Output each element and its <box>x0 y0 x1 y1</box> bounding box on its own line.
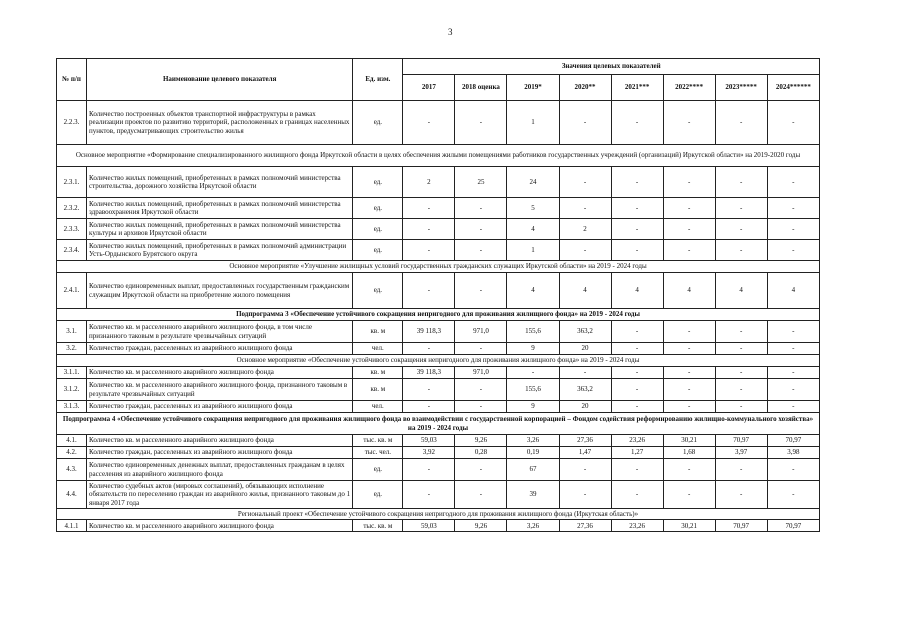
table-row <box>57 459 820 481</box>
unit-cell: кв. м <box>353 367 403 379</box>
table-row <box>57 367 820 379</box>
row-number: 2.3.4. <box>57 240 87 261</box>
value-cell: - <box>663 167 715 198</box>
value-cell: 3,92 <box>403 447 455 459</box>
value-cell: 3,26 <box>507 520 559 532</box>
value-cell: 4 <box>715 273 767 309</box>
value-cell: - <box>663 198 715 219</box>
row-number: 3.2. <box>57 343 87 355</box>
value-cell: - <box>403 101 455 145</box>
value-cell: 3,97 <box>715 447 767 459</box>
unit-cell: кв. м <box>353 379 403 401</box>
row-number: 3.1. <box>57 321 87 343</box>
value-cell: - <box>715 321 767 343</box>
value-cell: - <box>663 379 715 401</box>
value-cell: - <box>715 379 767 401</box>
value-cell: 1 <box>507 101 559 145</box>
value-cell: - <box>559 101 611 145</box>
section-row <box>57 145 820 167</box>
table-row <box>57 198 820 219</box>
table-row <box>57 321 820 343</box>
indicator-name: Количество единовременных денежных выплат, предоставленных гражданам в целях расселения из аварийного жилищного фонда <box>87 459 353 481</box>
value-cell: 9,26 <box>455 520 507 532</box>
row-number: 2.4.1. <box>57 273 87 309</box>
table-row <box>57 520 820 532</box>
value-cell: - <box>455 401 507 413</box>
table-row <box>57 167 820 198</box>
value-cell: 971,0 <box>455 321 507 343</box>
unit-cell: тыс. кв. м <box>353 520 403 532</box>
value-cell: - <box>715 401 767 413</box>
unit-cell: ед. <box>353 167 403 198</box>
value-cell: 4 <box>507 219 559 240</box>
value-cell: - <box>715 198 767 219</box>
value-cell: 4 <box>611 273 663 309</box>
value-cell: - <box>455 198 507 219</box>
value-cell: - <box>767 198 819 219</box>
value-cell: - <box>715 219 767 240</box>
header-values-title: Значения целевых показателей <box>403 59 820 75</box>
value-cell: - <box>611 401 663 413</box>
indicator-name: Количество единовременных выплат, предоставленных государственным гражданским служащим Иркутской области на приобретение жилого помещения <box>87 273 353 309</box>
value-cell: - <box>611 167 663 198</box>
value-cell: - <box>559 167 611 198</box>
value-cell: 1,47 <box>559 447 611 459</box>
value-cell: - <box>611 459 663 481</box>
value-cell: - <box>767 219 819 240</box>
indicator-name: Количество граждан, расселенных из аварийного жилищного фонда <box>87 343 353 355</box>
row-number: 4.4. <box>57 481 87 509</box>
header-year: 2023***** <box>715 75 767 101</box>
value-cell: - <box>611 481 663 509</box>
unit-cell: чел. <box>353 401 403 413</box>
table-row <box>57 343 820 355</box>
value-cell: 59,03 <box>403 435 455 447</box>
value-cell: 27,36 <box>559 435 611 447</box>
indicator-name: Количество жилых помещений, приобретенных в рамках полномочий министерства культуры и архивов Иркутской области <box>87 219 353 240</box>
value-cell: - <box>455 101 507 145</box>
value-cell: 9,26 <box>455 435 507 447</box>
indicator-name: Количество жилых помещений, приобретенных в рамках полномочий администрации Усть-Ордынского Бурятского округа <box>87 240 353 261</box>
value-cell: 9 <box>507 343 559 355</box>
unit-cell: ед. <box>353 481 403 509</box>
value-cell: - <box>403 273 455 309</box>
header-year: 2024****** <box>767 75 819 101</box>
value-cell: - <box>403 379 455 401</box>
value-cell: - <box>663 367 715 379</box>
header-year: 2021*** <box>611 75 663 101</box>
indicator-name: Количество кв. м расселенного аварийного жилищного фонда, признанного таковым в результате чрезвычайных ситуаций <box>87 379 353 401</box>
value-cell: - <box>663 401 715 413</box>
unit-cell: ед. <box>353 219 403 240</box>
value-cell: 39 118,3 <box>403 321 455 343</box>
value-cell: 25 <box>455 167 507 198</box>
table-row <box>57 219 820 240</box>
value-cell: 1 <box>507 240 559 261</box>
value-cell: - <box>559 481 611 509</box>
value-cell: - <box>611 101 663 145</box>
row-number: 2.3.1. <box>57 167 87 198</box>
value-cell: 4 <box>663 273 715 309</box>
header-indicator-name: Наименование целевого показателя <box>87 59 353 101</box>
row-number: 3.1.2. <box>57 379 87 401</box>
value-cell: - <box>611 198 663 219</box>
row-number: 2.2.3. <box>57 101 87 145</box>
table-row <box>57 435 820 447</box>
value-cell: - <box>767 321 819 343</box>
section-row <box>57 309 820 321</box>
value-cell: - <box>403 401 455 413</box>
unit-cell: чел. <box>353 343 403 355</box>
value-cell: 27,36 <box>559 520 611 532</box>
value-cell: 39 <box>507 481 559 509</box>
value-cell: - <box>715 481 767 509</box>
row-number: 3.1.3. <box>57 401 87 413</box>
value-cell: - <box>507 367 559 379</box>
value-cell: - <box>455 343 507 355</box>
value-cell: - <box>767 459 819 481</box>
indicator-name: Количество кв. м расселенного аварийного жилищного фонда, в том числе признанного таковым в результате чрезвычайных ситуаций <box>87 321 353 343</box>
unit-cell: кв. м <box>353 321 403 343</box>
row-number: 2.3.2. <box>57 198 87 219</box>
value-cell: 70,97 <box>767 520 819 532</box>
value-cell: - <box>663 343 715 355</box>
value-cell: 1,27 <box>611 447 663 459</box>
value-cell: - <box>715 240 767 261</box>
section-title: Подпрограмма 3 «Обеспечение устойчивого сокращения непригодного для проживания жилищного фонда» на 2019 - 2024 годы <box>57 309 820 321</box>
unit-cell: ед. <box>353 240 403 261</box>
value-cell: - <box>715 343 767 355</box>
table-row <box>57 101 820 145</box>
value-cell: 363,2 <box>559 321 611 343</box>
value-cell: 155,6 <box>507 379 559 401</box>
target-indicators-table <box>56 58 820 532</box>
section-title: Основное мероприятие «Улучшение жилищных условий государственных гражданских служащих Иркутской области» на 2019 - 2024 годы <box>57 261 820 273</box>
value-cell: 70,97 <box>715 435 767 447</box>
value-cell: - <box>663 240 715 261</box>
value-cell: - <box>559 367 611 379</box>
value-cell: 24 <box>507 167 559 198</box>
value-cell: - <box>767 379 819 401</box>
header-unit: Ед. изм. <box>353 59 403 101</box>
table-row <box>57 447 820 459</box>
value-cell: 363,2 <box>559 379 611 401</box>
header-year: 2019* <box>507 75 559 101</box>
header-year: 2018 оценка <box>455 75 507 101</box>
value-cell: 4 <box>767 273 819 309</box>
value-cell: 5 <box>507 198 559 219</box>
value-cell: - <box>403 343 455 355</box>
row-number: 4.1.1 <box>57 520 87 532</box>
unit-cell: ед. <box>353 459 403 481</box>
value-cell: 4 <box>507 273 559 309</box>
value-cell: - <box>403 219 455 240</box>
value-cell: - <box>455 379 507 401</box>
value-cell: 2 <box>559 219 611 240</box>
value-cell: 1,68 <box>663 447 715 459</box>
section-title: Основное мероприятие «Обеспечение устойчивого сокращения непригодного для проживания жилищного фонда» на 2019 - 2024 годы <box>57 355 820 367</box>
value-cell: 2 <box>403 167 455 198</box>
value-cell: 67 <box>507 459 559 481</box>
unit-cell: тыс. чел. <box>353 447 403 459</box>
value-cell: - <box>663 481 715 509</box>
header-year: 2017 <box>403 75 455 101</box>
value-cell: - <box>455 240 507 261</box>
value-cell: 39 118,3 <box>403 367 455 379</box>
value-cell: 0,19 <box>507 447 559 459</box>
value-cell: - <box>455 459 507 481</box>
value-cell: 70,97 <box>767 435 819 447</box>
section-row <box>57 509 820 520</box>
indicator-name: Количество построенных объектов транспортной инфраструктуры в рамках реализации проектов по развитию территорий, расположенных в границах населенных пунктов, предусматривающих строительство жилья <box>87 101 353 145</box>
value-cell: - <box>767 240 819 261</box>
section-row <box>57 355 820 367</box>
table-row <box>57 481 820 509</box>
table-row <box>57 401 820 413</box>
value-cell: 3,98 <box>767 447 819 459</box>
section-row <box>57 413 820 435</box>
value-cell: - <box>767 343 819 355</box>
indicator-name: Количество граждан, расселенных из аварийного жилищного фонда <box>87 447 353 459</box>
unit-cell: ед. <box>353 198 403 219</box>
table-row <box>57 273 820 309</box>
row-number: 4.3. <box>57 459 87 481</box>
value-cell: - <box>559 198 611 219</box>
value-cell: - <box>663 101 715 145</box>
header-num: № п/п <box>57 59 87 101</box>
row-number: 4.2. <box>57 447 87 459</box>
value-cell: 70,97 <box>715 520 767 532</box>
section-title: Подпрограмма 4 «Обеспечение устойчивого сокращения непригодного для проживания жилищного фонда во взаимодействии с государственной корпорацией – Фондом содействия реформированию жилищно-коммунального хозяйства» на 2019 - 2024 годы <box>57 413 820 435</box>
table-row <box>57 240 820 261</box>
value-cell: 4 <box>559 273 611 309</box>
value-cell: - <box>455 273 507 309</box>
value-cell: 30,21 <box>663 435 715 447</box>
value-cell: - <box>715 459 767 481</box>
value-cell: - <box>767 101 819 145</box>
value-cell: 20 <box>559 401 611 413</box>
indicator-name: Количество жилых помещений, приобретенных в рамках полномочий министерства строительства, дорожного хозяйства Иркутской области <box>87 167 353 198</box>
value-cell: - <box>663 321 715 343</box>
indicator-name: Количество кв. м расселенного аварийного жилищного фонда <box>87 367 353 379</box>
value-cell: - <box>611 219 663 240</box>
row-number: 2.3.3. <box>57 219 87 240</box>
row-number: 3.1.1. <box>57 367 87 379</box>
indicator-name: Количество кв. м расселенного аварийного жилищного фонда <box>87 435 353 447</box>
value-cell: 971,0 <box>455 367 507 379</box>
value-cell: - <box>767 167 819 198</box>
value-cell: - <box>559 459 611 481</box>
value-cell: 59,03 <box>403 520 455 532</box>
value-cell: 3,26 <box>507 435 559 447</box>
value-cell: - <box>611 367 663 379</box>
unit-cell: тыс. кв. м <box>353 435 403 447</box>
unit-cell: ед. <box>353 101 403 145</box>
table-row <box>57 379 820 401</box>
unit-cell: ед. <box>353 273 403 309</box>
section-row <box>57 261 820 273</box>
value-cell: - <box>663 459 715 481</box>
value-cell: 0,28 <box>455 447 507 459</box>
value-cell: - <box>715 167 767 198</box>
page-number: 3 <box>448 27 453 37</box>
section-title: Основное мероприятие «Формирование специализированного жилищного фонда Иркутской области в целях обеспечения жилыми помещениями работников государственных учреждений (организаций) Иркутской области» на 2019-2020 годы <box>57 145 820 167</box>
value-cell: - <box>559 240 611 261</box>
value-cell: - <box>455 481 507 509</box>
value-cell: - <box>715 101 767 145</box>
value-cell: - <box>455 219 507 240</box>
value-cell: 155,6 <box>507 321 559 343</box>
value-cell: - <box>663 219 715 240</box>
indicator-name: Количество кв. м расселенного аварийного жилищного фонда <box>87 520 353 532</box>
value-cell: 9 <box>507 401 559 413</box>
indicator-name: Количество судебных актов (мировых соглашений), обязывающих исполнение обязательств по переселению граждан из аварийного жилья, признанного таковым до 1 января 2017 года <box>87 481 353 509</box>
value-cell: - <box>767 367 819 379</box>
value-cell: 20 <box>559 343 611 355</box>
value-cell: - <box>611 240 663 261</box>
value-cell: - <box>403 240 455 261</box>
header-year: 2022**** <box>663 75 715 101</box>
value-cell: - <box>715 367 767 379</box>
value-cell: - <box>611 343 663 355</box>
value-cell: - <box>767 481 819 509</box>
value-cell: 30,21 <box>663 520 715 532</box>
value-cell: - <box>611 379 663 401</box>
section-title: Региональный проект «Обеспечение устойчивого сокращения непригодного для проживания жилищного фонда (Иркутская область)» <box>57 509 820 520</box>
indicator-name: Количество жилых помещений, приобретенных в рамках полномочий министерства здравоохранения Иркутской области <box>87 198 353 219</box>
value-cell: - <box>767 401 819 413</box>
value-cell: 23,26 <box>611 435 663 447</box>
header-year: 2020** <box>559 75 611 101</box>
value-cell: - <box>403 481 455 509</box>
value-cell: - <box>611 321 663 343</box>
row-number: 4.1. <box>57 435 87 447</box>
indicator-name: Количество граждан, расселенных из аварийного жилищного фонда <box>87 401 353 413</box>
value-cell: - <box>403 198 455 219</box>
value-cell: - <box>403 459 455 481</box>
value-cell: 23,26 <box>611 520 663 532</box>
